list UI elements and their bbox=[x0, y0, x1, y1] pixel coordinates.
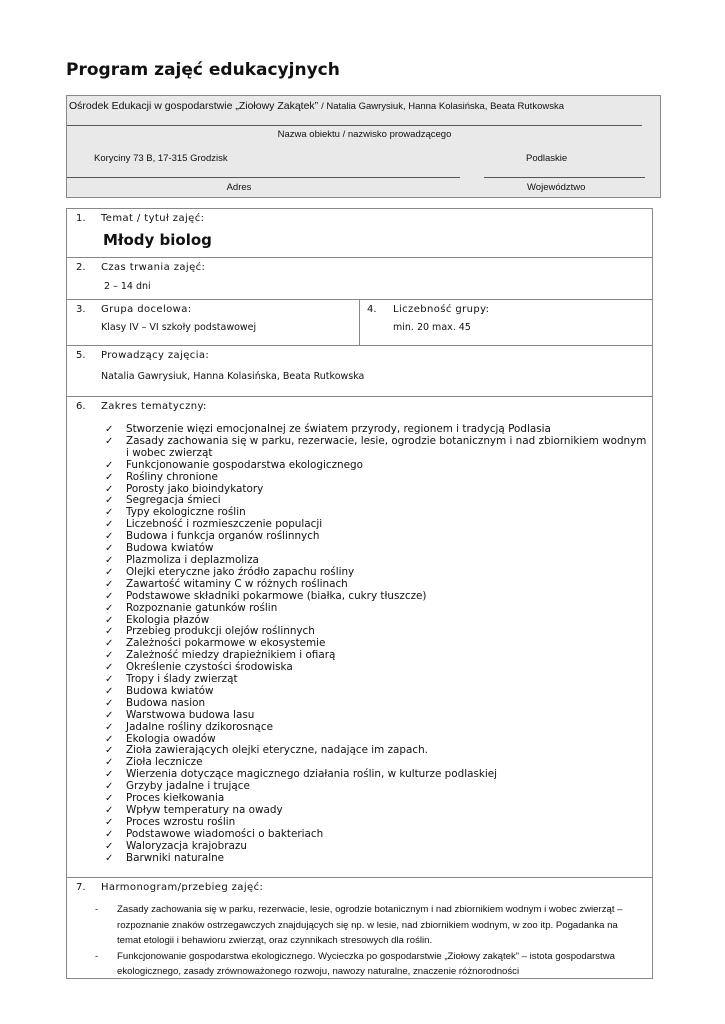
address-value: Koryciny 73 B, 17-315 Grodzisk bbox=[94, 153, 228, 164]
checkmark-icon: ✓ bbox=[105, 793, 114, 805]
scope-item-text: Proces wzrostu roślin bbox=[126, 815, 236, 828]
checkmark-icon: ✓ bbox=[105, 805, 114, 816]
scope-item-text: Rozpoznanie gatunków roślin bbox=[126, 601, 278, 614]
voivodeship-label: Województwo bbox=[527, 182, 586, 193]
checkmark-icon: ✓ bbox=[105, 590, 114, 602]
scope-item-text: Grzyby jadalne i trujące bbox=[126, 780, 250, 793]
checkmark-icon: ✓ bbox=[105, 781, 114, 793]
scope-item-text: Zależność miedzy drapieżnikiem i ofiarą bbox=[126, 649, 336, 662]
scope-item-text: Olejki eteryczne jako źródło zapachu rośliny bbox=[126, 565, 355, 578]
checkmark-icon: ✓ bbox=[105, 531, 114, 543]
scope-item-text: Segregacja śmieci bbox=[126, 494, 221, 507]
scope-item-text: Zasady zachowania się w parku, rezerwacie, lesie, ogrodzie botanicznym i nad zbiornikiem wodnym i wobec zwierząt bbox=[126, 434, 647, 459]
scope-item-text: Tropy i ślady zwierząt bbox=[126, 673, 238, 686]
scope-item-text: Budowa nasion bbox=[126, 696, 206, 709]
section-group bbox=[67, 300, 652, 346]
scope-item-text: Proces kiełkowania bbox=[126, 792, 225, 805]
scope-item bbox=[105, 591, 651, 603]
schedule-item-text: Funkcjonowanie gospodarstwa ekologicznego. Wycieczka po gospodarstwie „Ziołowy zakątek” – istota gospodarstwa ekologicznego, zasady zrównoważonego rozwoju, nawozy naturalne, znaczenie różnorodności bbox=[117, 950, 615, 978]
scope-item-text: Barwniki naturalne bbox=[126, 851, 225, 864]
section-label: Liczebność grupy: bbox=[393, 304, 490, 315]
scope-item bbox=[105, 567, 651, 579]
scope-item bbox=[105, 579, 651, 591]
section-label: Harmonogram/przebieg zajęć: bbox=[101, 882, 264, 893]
schedule-item bbox=[95, 902, 637, 949]
section-label: Zakres tematyczny: bbox=[101, 401, 207, 412]
voivodeship-underline bbox=[484, 177, 645, 178]
facility-info-box bbox=[66, 95, 661, 198]
checkmark-icon: ✓ bbox=[105, 816, 114, 828]
checkmark-icon: ✓ bbox=[105, 828, 114, 840]
checkmark-icon: ✓ bbox=[105, 495, 114, 507]
dash-bullet-icon: - bbox=[95, 950, 99, 962]
checkmark-icon: ✓ bbox=[105, 674, 114, 686]
scope-item-text: Zawartość witaminy C w różnych roślinach bbox=[126, 577, 348, 590]
scope-item bbox=[105, 603, 651, 615]
checkmark-icon: ✓ bbox=[105, 519, 114, 531]
checkmark-icon: ✓ bbox=[105, 650, 114, 662]
facility-name-underline bbox=[67, 125, 642, 126]
scope-item bbox=[105, 829, 651, 841]
scope-item-text: Zioła zawierających olejki eteryczne, nadające im zapach. bbox=[126, 744, 428, 757]
scope-item-text: Ekologia owadów bbox=[126, 732, 216, 745]
checkmark-icon: ✓ bbox=[105, 709, 114, 721]
scope-item-text: Waloryzacja krajobrazu bbox=[126, 839, 247, 852]
scope-item-text: Plazmoliza i deplazmoliza bbox=[126, 553, 259, 566]
scope-item-text: Podstawowe składniki pokarmowe (białka, cukry tłuszcze) bbox=[126, 589, 427, 602]
group-size-value: min. 20 max. 45 bbox=[393, 322, 471, 333]
program-table bbox=[66, 208, 653, 979]
scope-item-text: Warstwowa budowa lasu bbox=[126, 708, 255, 721]
checkmark-icon: ✓ bbox=[105, 852, 114, 864]
scope-item-text: Wpływ temperatury na owady bbox=[126, 804, 283, 816]
checkmark-icon: ✓ bbox=[105, 626, 114, 638]
column-divider bbox=[359, 300, 360, 345]
checkmark-icon: ✓ bbox=[105, 602, 114, 614]
scope-item-text: Typy ekologiczne roślin bbox=[126, 506, 246, 519]
voivodeship-value: Podlaskie bbox=[526, 153, 568, 164]
section-number: 3. bbox=[76, 304, 86, 315]
scope-item bbox=[105, 698, 651, 710]
scope-item-text: Zioła lecznicze bbox=[126, 756, 203, 769]
scope-item bbox=[105, 436, 651, 460]
section-number: 1. bbox=[76, 213, 86, 224]
checkmark-icon: ✓ bbox=[105, 697, 114, 709]
checkmark-icon: ✓ bbox=[105, 507, 114, 519]
checkmark-icon: ✓ bbox=[105, 757, 114, 769]
checkmark-icon: ✓ bbox=[105, 543, 114, 555]
checkmark-icon: ✓ bbox=[105, 662, 114, 674]
scope-item-text: Rośliny chronione bbox=[126, 470, 218, 483]
dash-bullet-icon: - bbox=[95, 904, 99, 915]
scope-item bbox=[105, 841, 651, 853]
checkmark-icon: ✓ bbox=[105, 566, 114, 578]
duration-value: 2 – 14 dni bbox=[104, 281, 151, 292]
section-label: Grupa docelowa: bbox=[101, 304, 192, 315]
scope-item-text: Wierzenia dotyczące magicznego działania roślin, w kulturze podlaskiej bbox=[126, 768, 498, 781]
topic-title: Młody biolog bbox=[103, 231, 212, 249]
facility-name-line bbox=[69, 100, 564, 112]
checkmark-icon: ✓ bbox=[105, 840, 114, 852]
section-duration bbox=[67, 258, 652, 300]
section-label: Czas trwania zajęć: bbox=[101, 262, 206, 273]
scope-item bbox=[105, 460, 651, 472]
checkmark-icon: ✓ bbox=[105, 471, 114, 483]
section-topic bbox=[67, 209, 652, 258]
checkmark-icon: ✓ bbox=[105, 638, 114, 650]
checkmark-icon: ✓ bbox=[105, 721, 114, 733]
facility-name-label: Nazwa obiektu / nazwisko prowadzącego bbox=[277, 129, 452, 140]
checkmark-icon: ✓ bbox=[105, 685, 114, 697]
checkmark-icon: ✓ bbox=[105, 614, 114, 626]
address-label: Adres bbox=[226, 182, 252, 193]
schedule-item bbox=[95, 949, 637, 980]
scope-item bbox=[105, 710, 651, 722]
section-schedule bbox=[67, 878, 652, 978]
schedule-list bbox=[95, 902, 637, 980]
checkmark-icon: ✓ bbox=[105, 435, 114, 447]
facility-lead-names: / Natalia Gawrysiuk, Hanna Kolasińska, Beata Rutkowska bbox=[321, 101, 564, 112]
section-label: Prowadzący zajęcia: bbox=[101, 350, 210, 361]
scope-item-text: Ekologia płazów bbox=[126, 613, 210, 626]
checkmark-icon: ✓ bbox=[105, 554, 114, 566]
section-instructors bbox=[67, 346, 652, 397]
section-number: 6. bbox=[76, 401, 86, 412]
scope-item bbox=[105, 853, 651, 865]
scope-item-text: Budowa kwiatów bbox=[126, 684, 214, 697]
checkmark-icon: ✓ bbox=[105, 733, 114, 745]
section-scope bbox=[67, 397, 652, 878]
scope-item-text: Budowa kwiatów bbox=[126, 542, 214, 555]
section-number: 5. bbox=[76, 350, 86, 361]
checkmark-icon: ✓ bbox=[105, 745, 114, 757]
facility-name: Ośrodek Edukacji w gospodarstwie „Ziołowy Zakątek” bbox=[69, 100, 319, 112]
checkmark-icon: ✓ bbox=[105, 459, 114, 471]
checkmark-icon: ✓ bbox=[105, 424, 114, 435]
scope-item-text: Liczebność i rozmieszczenie populacji bbox=[126, 518, 323, 531]
checkmark-icon: ✓ bbox=[105, 769, 114, 781]
instructors-value: Natalia Gawrysiuk, Hanna Kolasińska, Beata Rutkowska bbox=[101, 371, 365, 382]
scope-item-text: Jadalne rośliny dzikorosnące bbox=[126, 720, 274, 733]
scope-item bbox=[105, 472, 651, 484]
section-number: 2. bbox=[76, 262, 86, 273]
scope-item-text: Budowa i funkcja organów roślinnych bbox=[126, 530, 320, 543]
scope-item-text: Przebieg produkcji olejów roślinnych bbox=[126, 625, 315, 638]
scope-item-text: Funkcjonowanie gospodarstwa ekologicznego bbox=[126, 458, 363, 471]
checkmark-icon: ✓ bbox=[105, 483, 114, 495]
scope-checklist bbox=[105, 424, 651, 865]
section-number: 7. bbox=[76, 882, 86, 893]
scope-item-text: Podstawowe wiadomości o bakteriach bbox=[126, 827, 324, 840]
page-title: Program zajęć edukacyjnych bbox=[66, 60, 340, 80]
scope-item-text: Określenie czystości środowiska bbox=[126, 661, 293, 674]
address-underline bbox=[67, 177, 460, 178]
schedule-item-text: Zasady zachowania się w parku, rezerwacie, lesie, ogrodzie botanicznym i nad zbiornikiem wodnym i wobec zwierząt – rozpoznanie znaków ostrzegawczych znajdujących się np. w lesie, nad zbiornikiem wodnym, w zoo itp. Pogadanka na temat etologii i behawioru zwierząt, oraz czynnikach stresowych dla roślin. bbox=[117, 904, 623, 947]
scope-item-text: Porosty jako bioindykatory bbox=[126, 482, 264, 495]
scope-item bbox=[105, 722, 651, 734]
scope-item-text: Zależności pokarmowe w ekosystemie bbox=[126, 637, 326, 650]
section-label: Temat / tytuł zajęć: bbox=[101, 213, 205, 224]
target-group-value: Klasy IV – VI szkoły podstawowej bbox=[101, 322, 257, 333]
scope-item-text: Stworzenie więzi emocjonalnej ze światem przyrody, regionem i tradycją Podlasia bbox=[126, 423, 551, 435]
section-number: 4. bbox=[367, 304, 377, 315]
checkmark-icon: ✓ bbox=[105, 578, 114, 590]
